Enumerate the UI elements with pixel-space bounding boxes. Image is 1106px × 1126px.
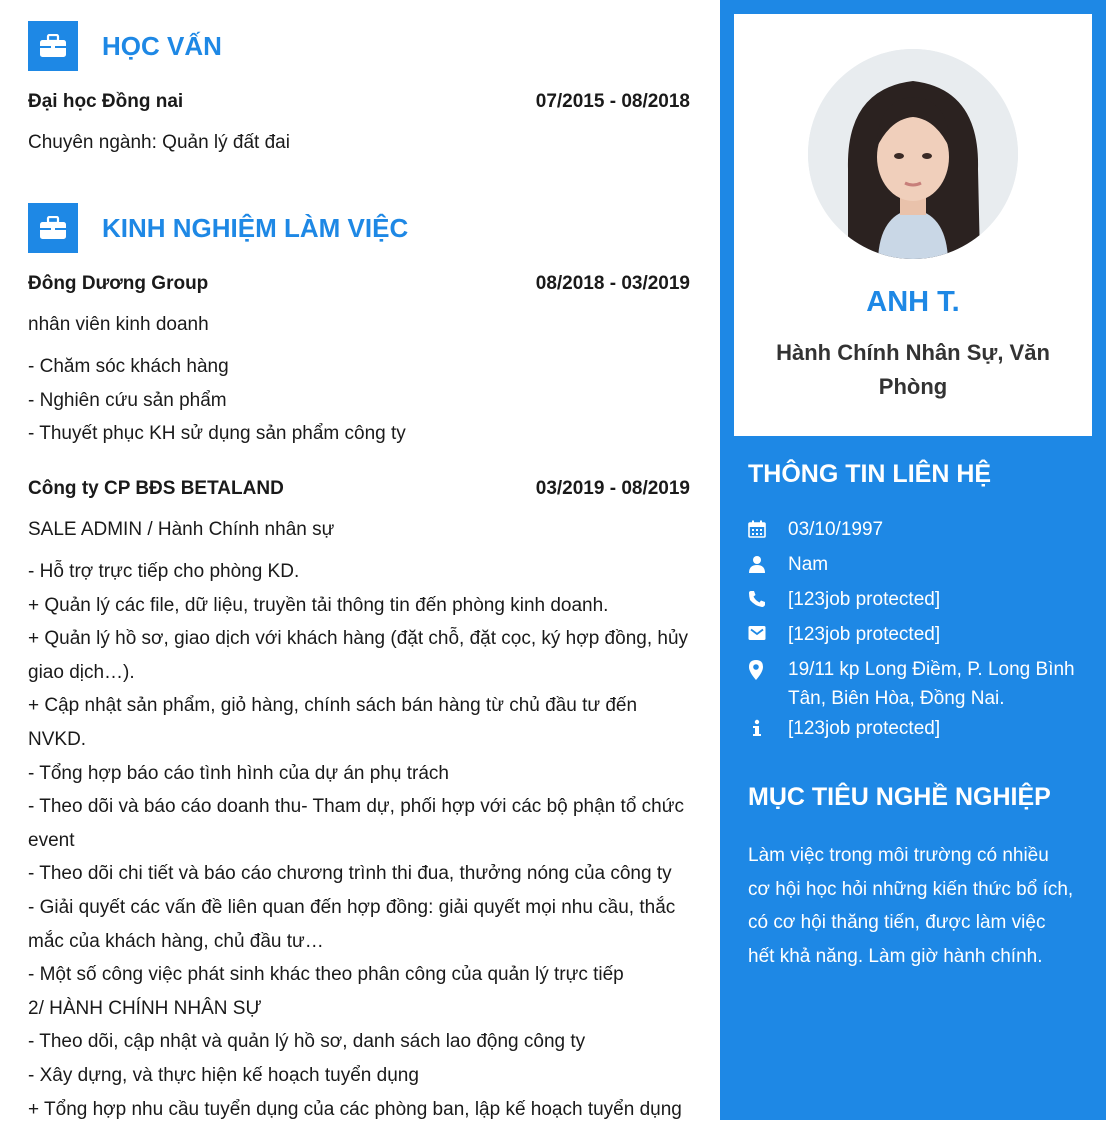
job-entry-2 [28, 478, 690, 500]
profile-card [734, 14, 1092, 436]
map-pin-icon [748, 655, 788, 713]
objective-line: có cơ hội thăng tiến, được làm việc [748, 906, 1093, 940]
duty-line: 2/ HÀNH CHÍNH NHÂN SỰ [28, 992, 698, 1026]
contact-title: THÔNG TIN LIÊN HỆ [748, 460, 991, 489]
contact-item-phone [748, 585, 1088, 614]
briefcase-icon [28, 21, 78, 71]
contact-text[interactable]: [123job protected] [788, 714, 940, 743]
briefcase-icon [28, 203, 78, 253]
objective-title: MỤC TIÊU NGHỀ NGHIỆP [748, 783, 1051, 812]
duty-line: - Tổng hợp báo cáo tình hình của dự án phụ trách [28, 757, 698, 791]
contact-item-info [748, 714, 1088, 743]
duty-line: + Quản lý hồ sơ, giao dịch với khách hàng (đặt chỗ, đặt cọc, ký hợp đồng, hủy [28, 622, 698, 656]
school-name: Đại học Đồng nai [28, 91, 183, 113]
duty-line: giao dịch…). [28, 656, 698, 690]
education-period: 07/2015 - 08/2018 [536, 91, 690, 113]
contact-item-gender [748, 550, 1088, 579]
sidebar [720, 0, 1106, 1120]
education-header [28, 20, 222, 72]
education-title: HỌC VẤN [102, 31, 222, 62]
contact-text: 19/11 kp Long Điềm, P. Long Bình Tân, Biên Hòa, Đồng Nai. [788, 655, 1088, 713]
contact-item-birthday [748, 515, 1088, 544]
duty-line: - Xây dựng, và thực hiện kế hoạch tuyển dụng [28, 1059, 698, 1093]
duty-line: - Thuyết phục KH sử dụng sản phẩm công ty [28, 417, 698, 451]
job-duties [28, 350, 698, 451]
email-icon [748, 620, 788, 649]
info-icon [748, 714, 788, 743]
experience-header [28, 202, 408, 254]
objective-line: Làm việc trong môi trường có nhiều [748, 839, 1093, 873]
job-period: 08/2018 - 03/2019 [536, 273, 690, 295]
duty-line: - Theo dõi, cập nhật và quản lý hồ sơ, danh sách lao động công ty [28, 1025, 698, 1059]
contact-text[interactable]: [123job protected] [788, 585, 940, 614]
profile-role: Hành Chính Nhân Sự, Văn Phòng [754, 336, 1072, 404]
education-entry [28, 91, 690, 113]
experience-title: KINH NGHIỆM LÀM VIỆC [102, 213, 408, 244]
company-name: Đông Dương Group [28, 273, 208, 295]
duty-line: mắc của khách hàng, chủ đầu tư… [28, 925, 698, 959]
objective-text [748, 839, 1093, 973]
contact-item-address [748, 655, 1088, 713]
job-duties [28, 555, 698, 1126]
duty-line: - Hỗ trợ trực tiếp cho phòng KD. [28, 555, 698, 589]
education-major: Chuyên ngành: Quản lý đất đai [28, 126, 698, 160]
duty-line: - Một số công việc phát sinh khác theo phân công của quản lý trực tiếp [28, 958, 698, 992]
duty-line: - Nghiên cứu sản phẩm [28, 384, 698, 418]
contact-item-email [748, 620, 1088, 649]
duty-line: - Theo dõi và báo cáo doanh thu- Tham dự, phối hợp với các bộ phận tổ chức [28, 790, 698, 824]
avatar [808, 49, 1018, 259]
person-icon [748, 550, 788, 579]
job-position: nhân viên kinh doanh [28, 308, 698, 342]
contact-text[interactable]: [123job protected] [788, 620, 940, 649]
objective-line: cơ hội học hỏi những kiến thức bổ ích, [748, 873, 1093, 907]
profile-name: ANH T. [734, 286, 1092, 319]
contact-text: 03/10/1997 [788, 515, 883, 544]
job-period: 03/2019 - 08/2019 [536, 478, 690, 500]
objective-line: hết khả năng. Làm giờ hành chính. [748, 940, 1093, 974]
company-name: Công ty CP BĐS BETALAND [28, 478, 284, 500]
contact-text: Nam [788, 550, 828, 579]
duty-line: - Chăm sóc khách hàng [28, 350, 698, 384]
duty-line: NVKD. [28, 723, 698, 757]
duty-line: - Theo dõi chi tiết và báo cáo chương trình thi đua, thưởng nóng của công ty [28, 857, 698, 891]
calendar-icon [748, 515, 788, 544]
job-entry-1 [28, 273, 690, 295]
duty-line: event [28, 824, 698, 858]
duty-line: + Tổng hợp nhu cầu tuyển dụng của các phòng ban, lập kế hoạch tuyển dụng [28, 1093, 698, 1126]
phone-icon [748, 585, 788, 614]
job-position: SALE ADMIN / Hành Chính nhân sự [28, 513, 698, 547]
duty-line: + Quản lý các file, dữ liệu, truyền tải thông tin đến phòng kinh doanh. [28, 589, 698, 623]
duty-line: - Giải quyết các vấn đề liên quan đến hợp đồng: giải quyết mọi nhu cầu, thắc [28, 891, 698, 925]
duty-line: + Cập nhật sản phẩm, giỏ hàng, chính sách bán hàng từ chủ đầu tư đến [28, 689, 698, 723]
